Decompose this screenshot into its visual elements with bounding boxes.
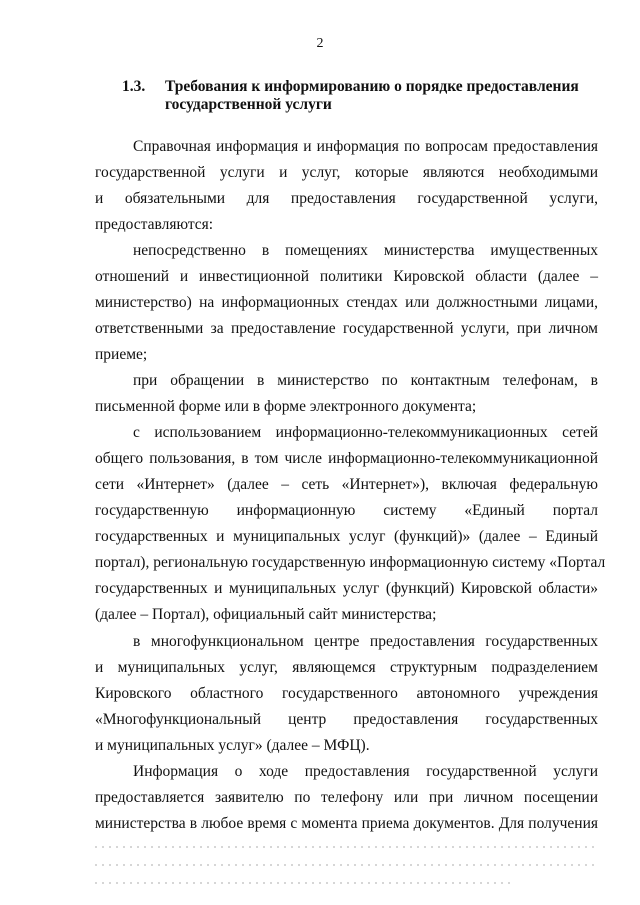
text-line-10: при обращении в министерство по контактным телефонам, в xyxy=(133,372,598,389)
text-line-11: письменной форме или в форме электронного документа; xyxy=(95,398,477,415)
section-heading xyxy=(122,78,600,114)
scan-noise-1 xyxy=(95,846,598,848)
text-line-21: и муниципальных услуг, являющемся структурным подразделением xyxy=(95,659,598,676)
section-number: 1.3. xyxy=(122,78,146,95)
text-line-9: приеме; xyxy=(95,346,148,363)
text-line-15: государственную информационную систему «Единый портал xyxy=(95,502,598,519)
text-line-12: с использованием информационно-телекоммуникационных сетей xyxy=(133,424,598,441)
page-number: 2 xyxy=(316,36,324,51)
text-line-3: и обязательными для предоставления государственной услуги, xyxy=(95,190,598,207)
text-line-24: и муниципальных услуг» (далее – МФЦ). xyxy=(95,737,370,754)
section-title xyxy=(165,78,600,114)
text-line-20: в многофункциональном центре предоставления государственных xyxy=(133,633,598,650)
text-line-14: сети «Интернет» (далее – сеть «Интернет»), включая федеральную xyxy=(95,476,598,493)
text-line-2: государственной услуги и услуг, которые являются необходимыми xyxy=(95,164,598,181)
scan-noise-3 xyxy=(95,882,515,884)
text-line-16: государственных и муниципальных услуг (функций)» (далее – Единый xyxy=(95,528,598,545)
text-line-23: «Многофункциональный центр предоставления государственных xyxy=(95,711,598,728)
text-line-7: министерство) на информационных стендах или должностными лицами, xyxy=(95,294,598,311)
text-line-25: Информация о ходе предоставления государственной услуги xyxy=(133,763,598,780)
text-line-13: общего пользования, в том числе информационно-телекоммуникационной xyxy=(95,450,598,467)
section-title-line1: Требования к информированию о порядке предоставления xyxy=(165,78,579,95)
text-line-6: отношений и инвестиционной политики Кировской области (далее – xyxy=(95,268,598,285)
scan-noise-2 xyxy=(95,864,598,866)
text-line-8: ответственными за предоставление государственной услуги, при личном xyxy=(95,320,598,337)
text-line-26: предоставляется заявителю по телефону или при личном посещении xyxy=(95,789,598,806)
text-line-22: Кировского областного государственного автономного учреждения xyxy=(95,685,598,702)
text-line-19: (далее – Портал), официальный сайт министерства; xyxy=(95,606,437,623)
text-line-1: Справочная информация и информация по вопросам предоставления xyxy=(133,138,598,155)
text-line-17: портал), региональную государственную информационную систему «Портал xyxy=(95,554,606,571)
text-line-18: государственных и муниципальных услуг (функций) Кировской области» xyxy=(95,580,598,597)
text-line-27: министерства в любое время с момента приема документов. Для получения xyxy=(95,815,598,832)
text-line-5: непосредственно в помещениях министерства имущественных xyxy=(133,242,598,259)
text-line-4: предоставляются: xyxy=(95,216,214,233)
section-title-line2: государственной услуги xyxy=(165,96,332,113)
